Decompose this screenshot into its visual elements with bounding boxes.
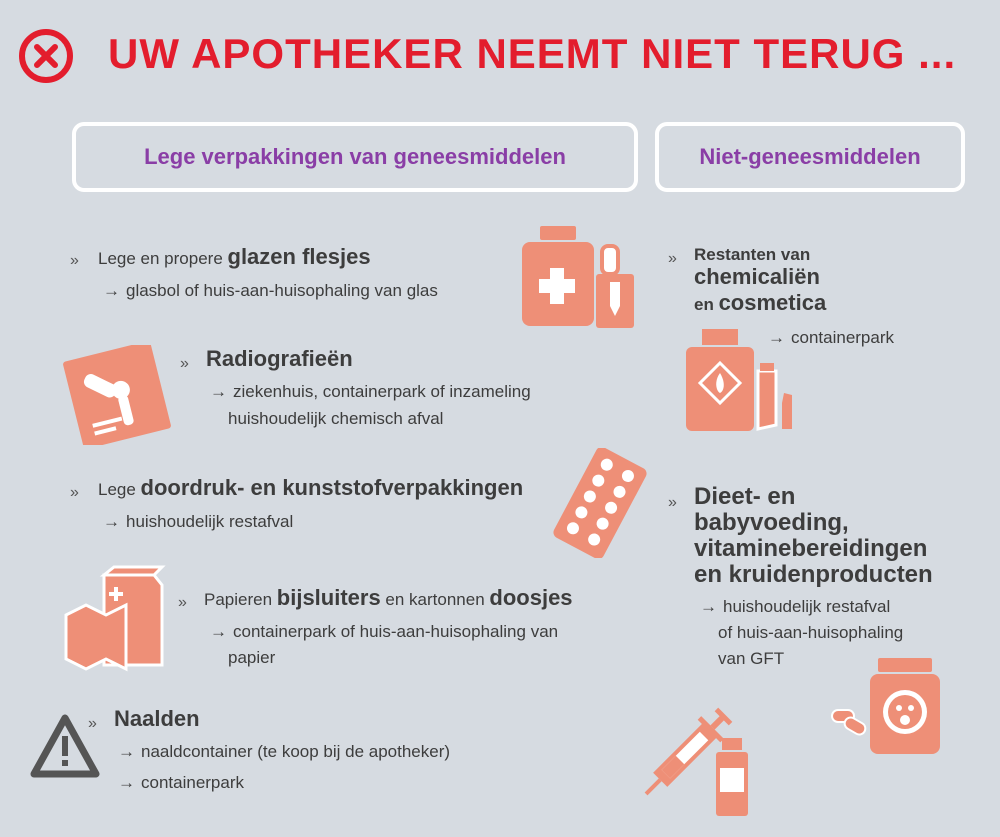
bullet: » (180, 355, 189, 372)
category-box-non-medicines: Niet-geneesmiddelen (655, 122, 965, 192)
item-diet-line4: en kruidenproducten (694, 561, 933, 588)
bullet: » (668, 494, 677, 511)
item-leaflets-dest-cont: papier (228, 648, 276, 667)
item-leaflets-dest: → containerpark of huis-aan-huisophaling van (210, 622, 559, 641)
item-chemicals-line3: en cosmetica (694, 290, 827, 315)
xray-image-icon (62, 345, 172, 445)
item-chemicals-line2: chemicaliën (694, 264, 820, 289)
item-diet-dest: → huishoudelijk restafval (700, 597, 891, 616)
page-title: UW APOTHEKER NEEMT NIET TERUG ... (108, 30, 957, 77)
blister-pack-icon (550, 448, 650, 558)
bullet: » (70, 252, 79, 269)
item-chemicals-line1: Restanten van (694, 245, 811, 264)
bullet: » (88, 715, 97, 732)
bullet: » (668, 250, 677, 267)
item-diet-dest-cont1: of huis-aan-huisophaling (718, 623, 904, 642)
item-needles-dest: → naaldcontainer (te koop bij de apotheker) (118, 742, 451, 761)
medicine-bottles-icon (518, 224, 638, 334)
item-needles-dest-2: → containerpark (118, 773, 245, 792)
item-xrays-title: Radiografieën (206, 346, 353, 371)
bullet: » (178, 594, 187, 611)
item-xrays-dest-cont: huishoudelijk chemisch afval (228, 409, 444, 428)
item-diet-line1: Dieet- en (694, 483, 796, 510)
item-xrays-dest: → ziekenhuis, containerpark of inzameling (210, 382, 531, 401)
leaflet-and-box-icon (62, 565, 172, 675)
item-diet-line2: babyvoeding, (694, 509, 849, 536)
item-glass-bottles-dest: → glasbol of huis-aan-huisophaling van glas (103, 281, 438, 300)
item-blister-title: Lege doordruk- en kunststofverpakkingen (98, 475, 524, 500)
cross-circle-icon (18, 28, 74, 84)
chemicals-cosmetics-icon (680, 325, 800, 435)
item-chemicals-dest: → containerpark (768, 328, 895, 347)
item-glass-bottles-title: Lege en propere glazen flesjes (98, 244, 371, 269)
baby-food-jar-icon (830, 656, 950, 756)
category-box-empty-packaging: Lege verpakkingen van geneesmiddelen (72, 122, 638, 192)
item-leaflets-title: Papieren bijsluiters en kartonnen doosjes (204, 585, 573, 610)
item-blister-dest: → huishoudelijk restafval (103, 512, 294, 531)
item-diet-line3: vitaminebereidingen (694, 535, 928, 562)
syringe-and-vial-icon (640, 700, 760, 820)
bullet: » (70, 484, 79, 501)
item-needles-title: Naalden (114, 706, 200, 731)
item-diet-dest-cont2: van GFT (718, 649, 785, 668)
